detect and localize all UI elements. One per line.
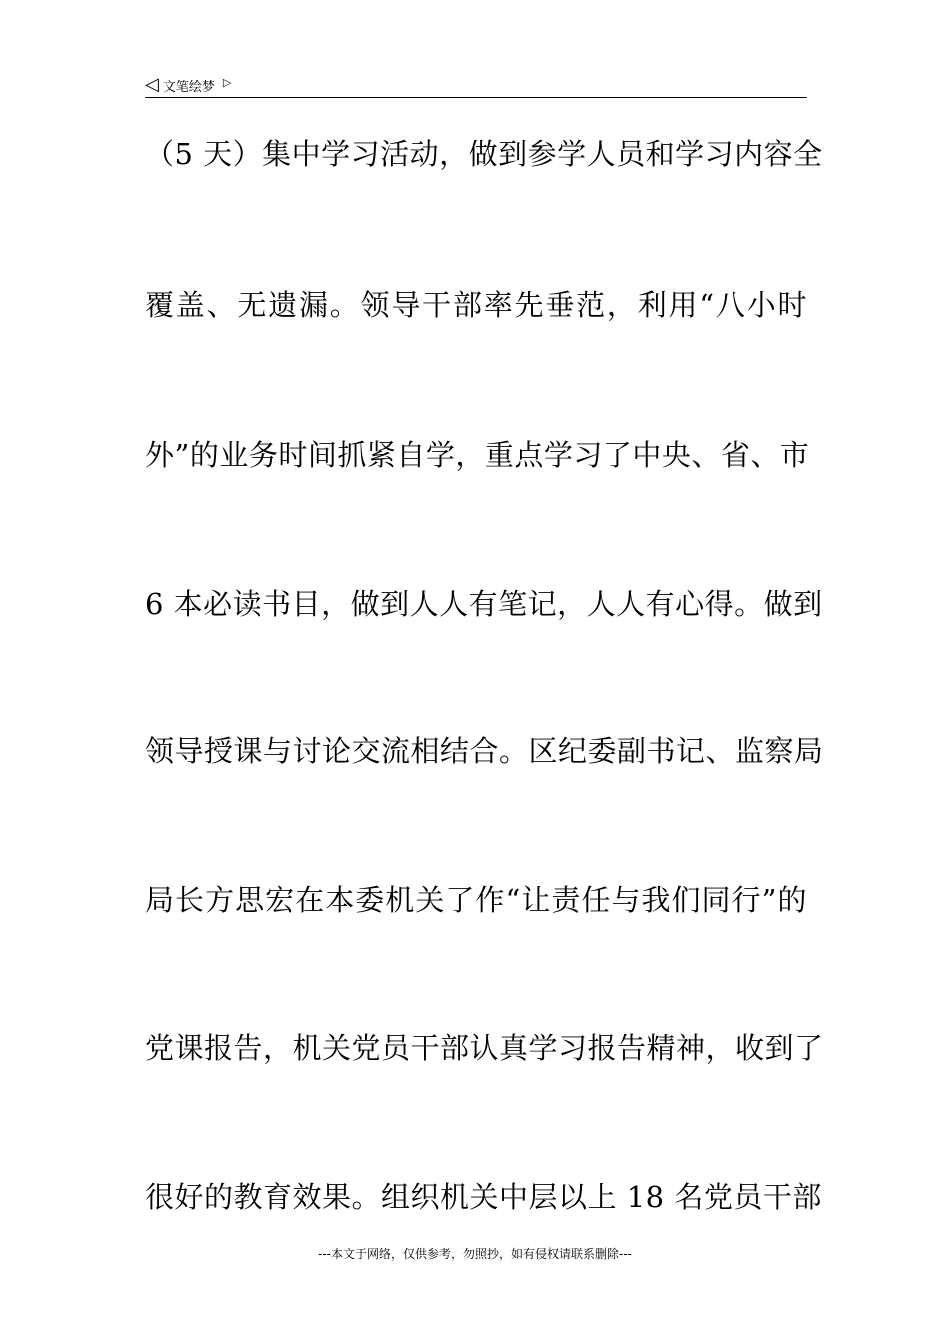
header-divider	[145, 97, 807, 98]
body-line: 党课报告，机关党员干部认真学习报告精神，收到了	[145, 1031, 824, 1065]
triangle-right-icon: ▷	[222, 75, 232, 89]
triangle-left-icon: ◁	[145, 74, 159, 95]
body-line: 覆盖、无遗漏。领导干部率先垂范，利用“八小时	[145, 288, 807, 322]
header-title: 文笔绘梦	[162, 79, 215, 95]
body-line: （5 天）集中学习活动，做到参学人员和学习内容全	[145, 137, 823, 171]
body-line: 领导授课与讨论交流相结合。区纪委副书记、监察局	[145, 734, 824, 768]
footer-notice: ---本文于网络，仅供参考，勿照抄，如有侵权请联系删除---	[318, 1247, 632, 1261]
body-line: 外”的业务时间抓紧自学，重点学习了中央、省、市	[145, 438, 810, 472]
page-header	[145, 74, 231, 96]
body-line: 6 本必读书目，做到人人有笔记，人人有心得。做到	[145, 587, 823, 621]
body-line: 很好的教育效果。组织机关中层以上 18 名党员干部	[145, 1180, 822, 1214]
body-line: 局长方思宏在本委机关了作“让责任与我们同行”的	[145, 883, 807, 917]
